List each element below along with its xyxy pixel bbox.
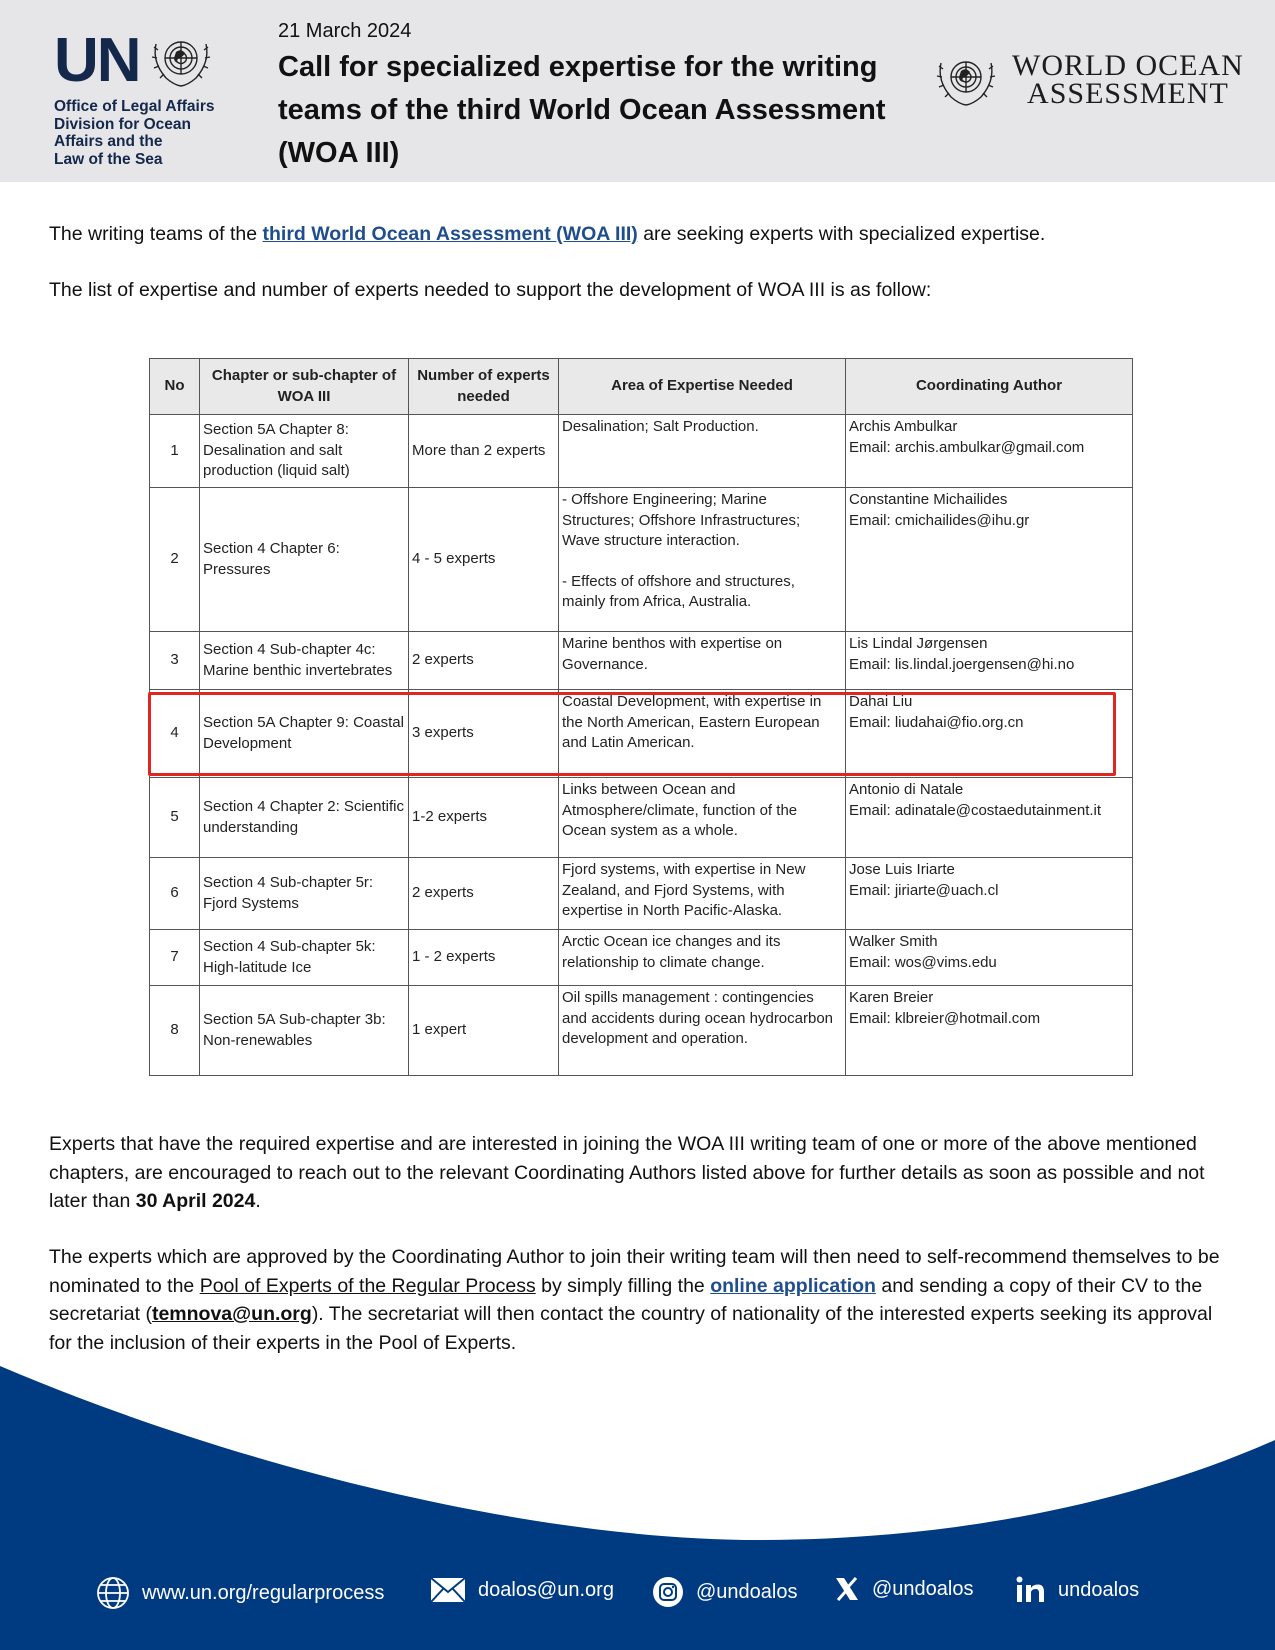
un-letters: UN bbox=[54, 26, 140, 95]
x-logo-icon bbox=[834, 1576, 860, 1602]
closing-paragraph-deadline bbox=[49, 1130, 1229, 1216]
author-cell bbox=[846, 986, 1133, 1076]
nomination-text: by simply filling the bbox=[535, 1274, 711, 1297]
office-name bbox=[54, 98, 244, 168]
row-number: 3 bbox=[150, 632, 200, 690]
intro-paragraph bbox=[49, 220, 1229, 249]
author-name: Lis Lindal Jørgensen bbox=[849, 635, 988, 652]
author-email[interactable]: Email: archis.ambulkar@gmail.com bbox=[849, 438, 1085, 456]
area-cell bbox=[559, 930, 846, 986]
chapter-cell: Section 4 Chapter 2: Scientific understanding bbox=[200, 778, 409, 858]
website-text: www.un.org/regularprocess bbox=[142, 1581, 385, 1604]
deadline-text: Experts that have the required expertise and are interested in joining the WOA III writing team of one or more of the above mentioned chapters, are encouraged to reach out to the relevant Coordinating Authors listed above for further details as soon as possible and not later than bbox=[49, 1133, 1205, 1212]
footer-instagram[interactable] bbox=[652, 1576, 797, 1608]
intro-text: are seeking experts with specialized expertise. bbox=[637, 223, 1046, 245]
secretariat-email-link[interactable]: temnova@un.org bbox=[151, 1303, 312, 1325]
experts-cell: 1 - 2 experts bbox=[409, 930, 559, 986]
experts-cell: 1 expert bbox=[409, 986, 559, 1076]
column-header: Coordinating Author bbox=[846, 359, 1133, 415]
row-number: 6 bbox=[150, 858, 200, 930]
table-row bbox=[150, 986, 1133, 1076]
linkedin-icon bbox=[1016, 1576, 1046, 1604]
intro-text: The writing teams of the bbox=[49, 223, 263, 245]
table-row bbox=[150, 778, 1133, 858]
author-name: Archis Ambulkar bbox=[849, 418, 958, 435]
author-cell bbox=[846, 488, 1133, 632]
woa-line: ASSESSMENT bbox=[1027, 77, 1229, 110]
experts-cell: 2 experts bbox=[409, 858, 559, 930]
nomination-text: ). The secretariat will then contact the country of nationality of the interested experts seeking its approval for the inclusion of their experts in the Pool of Experts. bbox=[49, 1303, 1213, 1354]
experts-cell: 3 experts bbox=[409, 690, 559, 778]
author-email[interactable]: Email: lis.lindal.joergensen@hi.no bbox=[849, 655, 1075, 673]
woa-logo bbox=[934, 49, 1244, 110]
chapter-cell: Section 4 Sub-chapter 5r: Fjord Systems bbox=[200, 858, 409, 930]
office-line: Office of Legal Affairs bbox=[54, 98, 215, 115]
table-row bbox=[150, 415, 1133, 488]
online-application-link[interactable]: online application bbox=[710, 1274, 876, 1297]
area-cell bbox=[559, 632, 846, 690]
globe-icon bbox=[96, 1576, 130, 1610]
author-email[interactable]: Email: jiriarte@uach.cl bbox=[849, 881, 999, 899]
author-cell bbox=[846, 415, 1133, 488]
un-emblem-icon bbox=[150, 32, 212, 90]
row-highlight-box bbox=[148, 692, 1116, 776]
column-header: Area of Expertise Needed bbox=[559, 359, 846, 415]
area-cell bbox=[559, 488, 846, 632]
chapter-cell: Section 5A Chapter 8: Desalination and salt production (liquid salt) bbox=[200, 415, 409, 488]
area-text: Oil spills management : contingencies and accidents during ocean hydrocarbon development and operation. bbox=[562, 989, 834, 1047]
linkedin-text: undoalos bbox=[1058, 1578, 1140, 1601]
page-header bbox=[0, 0, 1275, 182]
office-line: Law of the Sea bbox=[54, 150, 163, 168]
office-line: Affairs and the bbox=[54, 133, 163, 150]
footer-x[interactable] bbox=[834, 1576, 973, 1602]
author-cell bbox=[846, 930, 1133, 986]
list-intro-paragraph: The list of expertise and number of experts needed to support the development of WOA III is as follow: bbox=[49, 279, 932, 301]
nomination-text: and sending a copy of their CV to the secretariat ( bbox=[49, 1274, 1203, 1325]
footer-contact-bar bbox=[0, 1576, 1275, 1624]
row-number: 8 bbox=[150, 986, 200, 1076]
row-number: 1 bbox=[150, 415, 200, 488]
instagram-icon bbox=[652, 1576, 684, 1608]
footer-website[interactable] bbox=[96, 1576, 384, 1610]
deadline-date: 30 April 2024 bbox=[135, 1190, 256, 1212]
area-text: Marine benthos with expertise on Governance. bbox=[562, 635, 783, 673]
publication-date: 21 March 2024 bbox=[278, 20, 412, 42]
chapter-cell: Section 5A Chapter 9: Coastal Development bbox=[200, 690, 409, 778]
envelope-icon bbox=[430, 1576, 466, 1604]
deadline-end: . bbox=[255, 1190, 261, 1212]
area-text: - Effects of offshore and structures, mainly from Africa, Australia. bbox=[562, 572, 795, 610]
author-email[interactable]: Email: cmichailides@ihu.gr bbox=[849, 511, 1030, 529]
row-number: 5 bbox=[150, 778, 200, 858]
table-row bbox=[150, 930, 1133, 986]
area-text: Fjord systems, with expertise in New Zealand, and Fjord Systems, with expertise in North Pacific-Alaska. bbox=[562, 861, 806, 919]
author-name: Antonio di Natale bbox=[849, 781, 964, 798]
table-row bbox=[150, 858, 1133, 930]
author-name: Constantine Michailides bbox=[849, 491, 1008, 508]
page-title: Call for specialized expertise for the writing teams of the third World Ocean Assessment (WOA III) bbox=[278, 51, 886, 169]
table-row bbox=[150, 488, 1133, 632]
email-text: doalos@un.org bbox=[478, 1578, 614, 1601]
experts-cell: More than 2 experts bbox=[409, 415, 559, 488]
chapter-cell: Section 5A Sub-chapter 3b: Non-renewables bbox=[200, 986, 409, 1076]
area-text: Desalination; Salt Production. bbox=[562, 418, 759, 435]
area-cell bbox=[559, 986, 846, 1076]
nomination-text: The experts which are approved by the Coordinating Author to join their writing team will then need to self-recommend themselves to be nominated to the bbox=[49, 1246, 1220, 1297]
author-name: Dahai Liu bbox=[849, 693, 913, 710]
column-header: Number of experts needed bbox=[409, 359, 559, 415]
author-name: Karen Breier bbox=[849, 989, 934, 1006]
instagram-text: @undoalos bbox=[696, 1580, 798, 1603]
author-email[interactable]: Email: wos@vims.edu bbox=[849, 953, 997, 971]
table-header-row bbox=[150, 359, 1133, 415]
x-text: @undoalos bbox=[872, 1577, 974, 1600]
row-number: 2 bbox=[150, 488, 200, 632]
author-name: Jose Luis Iriarte bbox=[849, 861, 955, 878]
author-cell bbox=[846, 778, 1133, 858]
un-doalos-logo bbox=[54, 26, 244, 168]
experts-cell: 2 experts bbox=[409, 632, 559, 690]
experts-cell: 4 - 5 experts bbox=[409, 488, 559, 632]
author-cell bbox=[846, 858, 1133, 930]
column-header: No bbox=[150, 359, 200, 415]
area-text: - Offshore Engineering; Marine Structures; Offshore Infrastructures; Wave structure interaction. bbox=[562, 491, 801, 549]
row-number: 7 bbox=[150, 930, 200, 986]
chapter-cell: Section 4 Sub-chapter 4c: Marine benthic invertebrates bbox=[200, 632, 409, 690]
table-row bbox=[150, 632, 1133, 690]
chapter-cell: Section 4 Chapter 6: Pressures bbox=[200, 488, 409, 632]
woa-iii-link[interactable]: third World Ocean Assessment (WOA III) bbox=[262, 223, 638, 245]
footer-linkedin[interactable] bbox=[1016, 1576, 1139, 1604]
area-cell bbox=[559, 778, 846, 858]
footer-email[interactable] bbox=[430, 1576, 614, 1604]
author-email[interactable]: Email: adinatale@costaedutainment.it bbox=[849, 801, 1102, 819]
area-cell bbox=[559, 415, 846, 488]
woa-line: WORLD OCEAN bbox=[1012, 49, 1244, 82]
area-text: Arctic Ocean ice changes and its relationship to climate change. bbox=[562, 933, 781, 971]
area-text: Links between Ocean and Atmosphere/climate, function of the Ocean system as a whole. bbox=[562, 781, 798, 839]
area-cell bbox=[559, 858, 846, 930]
un-emblem-icon bbox=[934, 52, 998, 108]
area-text: Coastal Development, with expertise in the North American, Eastern European and Latin American. bbox=[562, 693, 822, 751]
experts-cell: 1-2 experts bbox=[409, 778, 559, 858]
chapter-cell: Section 4 Sub-chapter 5k: High-latitude Ice bbox=[200, 930, 409, 986]
pool-of-experts-link[interactable]: Pool of Experts of the Regular Process bbox=[199, 1274, 536, 1297]
column-header: Chapter or sub-chapter of WOA III bbox=[200, 359, 409, 415]
woa-wordmark bbox=[1012, 49, 1244, 110]
author-email[interactable]: Email: liudahai@fio.org.cn bbox=[849, 713, 1024, 731]
office-line: Division for Ocean bbox=[54, 115, 191, 133]
author-cell bbox=[846, 632, 1133, 690]
author-email[interactable]: Email: klbreier@hotmail.com bbox=[849, 1009, 1041, 1027]
row-number: 4 bbox=[150, 690, 200, 778]
author-name: Walker Smith bbox=[849, 933, 938, 950]
